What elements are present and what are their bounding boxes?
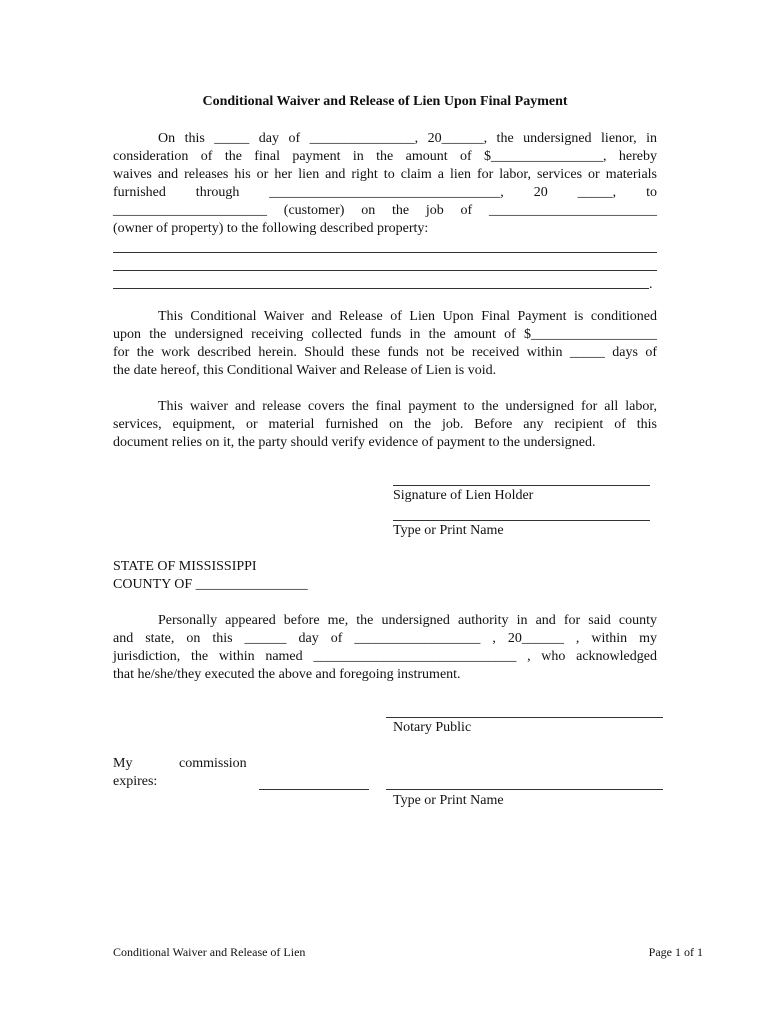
para2-line1: This Conditional Waiver and Release of Lien Upon Final Payment is conditioned	[158, 309, 657, 324]
notary-signature-line[interactable]	[386, 717, 663, 718]
para1-line2: consideration of the final payment in the amount of $________________, hereby	[113, 149, 657, 164]
para4-line4: that he/she/they executed the above and foregoing instrument.	[113, 667, 461, 682]
notary-public-label: Notary Public	[393, 720, 472, 735]
notary-name-line[interactable]	[386, 789, 663, 790]
para2-line4: the date hereof, this Conditional Waiver and Release of Lien is void.	[113, 363, 497, 378]
para3-line2: services, equipment, or material furnished on the job. Before any recipient of this	[113, 417, 657, 432]
para1-line6: (owner of property) to the following described property:	[113, 221, 429, 236]
para4-line2: and state, on this ______ day of __________________ , 20______ , within my	[113, 631, 657, 646]
para4-line1: Personally appeared before me, the undersigned authority in and for said county	[158, 613, 657, 628]
para3-line3: document relies on it, the party should verify evidence of payment to the undersigned.	[113, 435, 596, 450]
county-label: COUNTY OF ________________	[113, 577, 308, 592]
lien-holder-signature-label: Signature of Lien Holder	[393, 488, 534, 503]
para3-line1: This waiver and release covers the final payment to the undersigned for all labor,	[158, 399, 657, 414]
para2-line2: upon the undersigned receiving collected funds in the amount of $__________________	[113, 327, 657, 342]
para2-line3: for the work described herein. Should these funds not be received within _____ days of	[113, 345, 657, 360]
lien-holder-signature-line[interactable]	[393, 485, 650, 486]
commission-word-label: commission	[179, 756, 247, 771]
para1-line4: furnished through _________________________________, 20 _____, to	[113, 185, 657, 200]
para1-line3: waives and releases his or her lien and right to claim a lien for labor, services or materials	[113, 167, 657, 182]
property-description-end-mark: .	[649, 277, 653, 292]
footer-title: Conditional Waiver and Release of Lien	[113, 945, 306, 959]
para4-line3: jurisdiction, the within named _____________________________ , who acknowledged	[113, 649, 657, 664]
property-description-line-3[interactable]	[113, 288, 649, 289]
document-title: Conditional Waiver and Release of Lien Upon Final Payment	[202, 94, 568, 109]
commission-my-label: My	[113, 756, 133, 771]
commission-expiry-line[interactable]	[259, 789, 369, 790]
state-label: STATE OF MISSISSIPPI	[113, 559, 257, 574]
property-description-line-2[interactable]	[113, 270, 657, 271]
lien-holder-name-label: Type or Print Name	[393, 523, 504, 538]
lien-holder-name-line[interactable]	[393, 520, 650, 521]
para1-line5: ______________________ (customer) on the job of ________________________	[113, 203, 657, 218]
commission-expires-label: expires:	[113, 774, 158, 789]
property-description-line-1[interactable]	[113, 252, 657, 253]
para1-line1: On this _____ day of _______________, 20______, the undersigned lienor, in	[158, 131, 657, 146]
footer-page-number: Page 1 of 1	[648, 945, 703, 959]
notary-name-label: Type or Print Name	[393, 793, 504, 808]
